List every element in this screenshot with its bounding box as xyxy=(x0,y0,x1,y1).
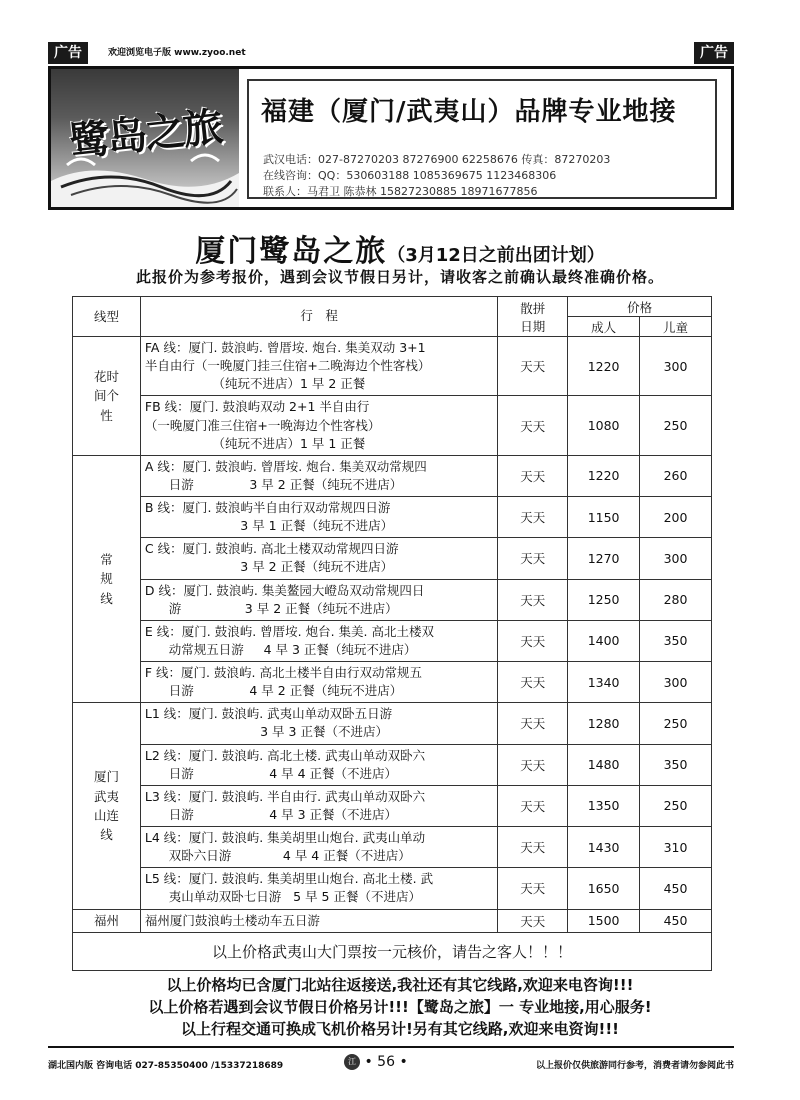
route-description: FA 线：厦门. 鼓浪屿. 曾厝垵. 炮台. 集美双动 3+1 半自由行（一晚厦门挂三住宿+二晚海边个性客栈） （纯玩不进店）1 早 2 正餐 xyxy=(140,337,497,396)
route-description: 福州厦门鼓浪屿土楼动车五日游 xyxy=(140,909,497,932)
footer-center xyxy=(344,1054,408,1070)
adult-price: 1500 xyxy=(568,909,640,932)
banner-title: 福建（厦门/武夷山）品牌专业地接 xyxy=(261,97,677,127)
table-row xyxy=(73,337,712,396)
table-row xyxy=(73,703,712,744)
route-group-name: 福州 xyxy=(73,909,141,932)
route-description: L3 线：厦门. 鼓浪屿. 半自由行. 武夷山单动双卧六 日游 4 早 3 正餐（不进店） xyxy=(140,785,497,826)
table-row xyxy=(73,396,712,455)
footer-right: 以上报价仅供旅游同行参考，消费者请勿参阅此书 xyxy=(535,1061,734,1071)
table-row xyxy=(73,785,712,826)
child-price: 260 xyxy=(640,455,712,496)
dot-left: • xyxy=(364,1054,378,1070)
departure-date: 天天 xyxy=(498,620,568,661)
page-footer xyxy=(48,1046,734,1076)
contact-phone: 武汉电话：027-87270203 87276900 62258676 传真：87270203 xyxy=(263,153,611,166)
adult-price: 1270 xyxy=(568,538,640,579)
header-date xyxy=(498,297,568,337)
departure-date: 天天 xyxy=(498,579,568,620)
child-price: 300 xyxy=(640,538,712,579)
departure-date: 天天 xyxy=(498,396,568,455)
route-description: C 线：厦门. 鼓浪屿. 高北土楼双动常规四日游 3 早 2 正餐（纯玩不进店） xyxy=(140,538,497,579)
table-row xyxy=(73,868,712,909)
table-row xyxy=(73,620,712,661)
advertiser-banner xyxy=(48,66,734,210)
page-title xyxy=(0,226,800,270)
departure-date: 天天 xyxy=(498,785,568,826)
footer-left: 湖北国内版 咨询电话 027-85350400 /15337218689 xyxy=(48,1061,284,1071)
adult-price: 1080 xyxy=(568,396,640,455)
departure-date: 天天 xyxy=(498,662,568,703)
route-group-name: 常 规 线 xyxy=(73,455,141,703)
child-price: 300 xyxy=(640,337,712,396)
departure-date: 天天 xyxy=(498,744,568,785)
header-route: 行 程 xyxy=(140,297,497,337)
brand-logo xyxy=(51,69,239,207)
adult-price: 1220 xyxy=(568,337,640,396)
dot-right: • xyxy=(399,1054,408,1070)
table-row xyxy=(73,538,712,579)
ad-label-right: 广告 xyxy=(694,42,734,64)
child-price: 350 xyxy=(640,744,712,785)
adult-price: 1150 xyxy=(568,497,640,538)
table-row xyxy=(73,744,712,785)
adult-price: 1400 xyxy=(568,620,640,661)
logo-text: 鹭岛之旅 xyxy=(67,103,224,166)
price-notice: 此报价为参考报价，遇到会议节假日另计，请收客之前确认最终准确价格。 xyxy=(135,268,664,286)
adult-price: 1250 xyxy=(568,579,640,620)
route-description: L1 线：厦门. 鼓浪屿. 武夷山单动双卧五日游 3 早 3 正餐（不进店） xyxy=(140,703,497,744)
header-price: 价格 xyxy=(568,297,712,317)
publisher-badge-icon: 江 xyxy=(344,1054,360,1070)
table-body xyxy=(73,337,712,933)
bottom-line-3: 以上行程交通可换成飞机价格另计!另有其它线路,欢迎来电资询!!! xyxy=(180,1020,620,1038)
adult-price: 1350 xyxy=(568,785,640,826)
contact-person: 联系人：马君卫 陈恭林 15827230885 18971677856 xyxy=(263,185,538,198)
departure-date: 天天 xyxy=(498,827,568,868)
adult-price: 1280 xyxy=(568,703,640,744)
child-price: 310 xyxy=(640,827,712,868)
banner-info-panel xyxy=(247,79,717,199)
child-price: 450 xyxy=(640,868,712,909)
tagline: 欢迎浏览电子版 www.zyoo.net xyxy=(108,48,246,58)
child-price: 200 xyxy=(640,497,712,538)
departure-date: 天天 xyxy=(498,703,568,744)
route-group-name: 厦门 武夷 山连 线 xyxy=(73,703,141,909)
route-description: B 线：厦门. 鼓浪屿半自由行双动常规四日游 3 早 1 正餐（纯玩不进店） xyxy=(140,497,497,538)
ad-label-left: 广告 xyxy=(48,42,88,64)
header-date-line1: 散拼 xyxy=(520,300,546,316)
route-group-name: 花时 间个 性 xyxy=(73,337,141,456)
child-price: 250 xyxy=(640,396,712,455)
table-footer-note: 以上价格武夷山大门票按一元核价，请告之客人！！！ xyxy=(73,932,712,970)
table-row xyxy=(73,455,712,496)
child-price: 280 xyxy=(640,579,712,620)
header-adult: 成人 xyxy=(568,317,640,337)
route-description: L5 线：厦门. 鼓浪屿. 集美胡里山炮台. 高北土楼. 武 夷山单动双卧七日游 5 早 5 正餐（不进店） xyxy=(140,868,497,909)
price-table xyxy=(72,296,712,971)
route-description: A 线：厦门. 鼓浪屿. 曾厝垵. 炮台. 集美双动常规四 日游 3 早 2 正餐（纯玩不进店） xyxy=(140,455,497,496)
table-row xyxy=(73,497,712,538)
table-row xyxy=(73,909,712,932)
route-description: D 线：厦门. 鼓浪屿. 集美鳌园大嶝岛双动常规四日 游 3 早 2 正餐（纯玩不进店） xyxy=(140,579,497,620)
title-sub: （3月12日之前出团计划） xyxy=(387,245,605,266)
departure-date: 天天 xyxy=(498,538,568,579)
table-row xyxy=(73,662,712,703)
child-price: 300 xyxy=(640,662,712,703)
child-price: 450 xyxy=(640,909,712,932)
adult-price: 1340 xyxy=(568,662,640,703)
departure-date: 天天 xyxy=(498,909,568,932)
header-date-line2: 日期 xyxy=(520,318,546,334)
adult-price: 1430 xyxy=(568,827,640,868)
bottom-line-1: 以上价格均已含厦门北站往返接送,我社还有其它线路,欢迎来电咨询!!! xyxy=(166,976,634,994)
title-main: 厦门鹭岛之旅 xyxy=(195,234,388,269)
route-description: E 线：厦门. 鼓浪屿. 曾厝垵. 炮台. 集美. 高北土楼双 动常规五日游 4 早 3 正餐（纯玩不进店） xyxy=(140,620,497,661)
child-price: 250 xyxy=(640,785,712,826)
table-row xyxy=(73,579,712,620)
route-description: F 线：厦门. 鼓浪屿. 高北土楼半自由行双动常规五 日游 4 早 2 正餐（纯玩不进店） xyxy=(140,662,497,703)
child-price: 250 xyxy=(640,703,712,744)
departure-date: 天天 xyxy=(498,337,568,396)
departure-date: 天天 xyxy=(498,868,568,909)
adult-price: 1220 xyxy=(568,455,640,496)
route-description: FB 线：厦门. 鼓浪屿双动 2+1 半自由行 （一晚厦门准三住宿+一晚海边个性客栈） （纯玩不进店）1 早 1 正餐 xyxy=(140,396,497,455)
bottom-line-2: 以上价格若遇到会议节假日价格另计!!!【鹭岛之旅】一 专业地接,用心服务! xyxy=(148,998,652,1016)
departure-date: 天天 xyxy=(498,497,568,538)
route-description: L4 线：厦门. 鼓浪屿. 集美胡里山炮台. 武夷山单动 双卧六日游 4 早 4 正餐（不进店） xyxy=(140,827,497,868)
contact-qq: 在线咨询：QQ：530603188 1085369675 1123468306 xyxy=(263,169,557,182)
table-row xyxy=(73,827,712,868)
route-description: L2 线：厦门. 鼓浪屿. 高北土楼. 武夷山单动双卧六 日游 4 早 4 正餐（不进店） xyxy=(140,744,497,785)
adult-price: 1650 xyxy=(568,868,640,909)
adult-price: 1480 xyxy=(568,744,640,785)
page-number: 56 xyxy=(377,1054,395,1070)
top-bar xyxy=(48,42,734,64)
departure-date: 天天 xyxy=(498,455,568,496)
header-child: 儿童 xyxy=(640,317,712,337)
header-type: 线型 xyxy=(73,297,141,337)
child-price: 350 xyxy=(640,620,712,661)
